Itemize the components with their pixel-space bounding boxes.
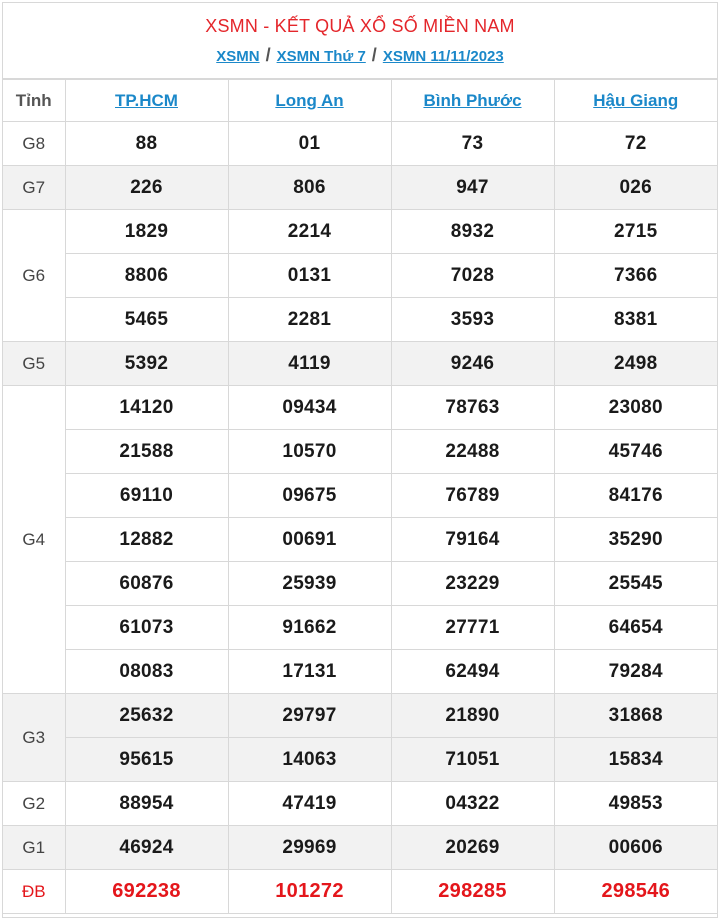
table-row (3, 298, 717, 342)
table-row (3, 694, 717, 738)
prize-label: ĐB (3, 870, 65, 914)
prize-number: 226 (65, 166, 228, 210)
prize-number: 5465 (65, 298, 228, 342)
prize-number: 2281 (228, 298, 391, 342)
prize-number: 62494 (391, 650, 554, 694)
page-title: XSMN - KẾT QUẢ XỔ SỐ MIỀN NAM (205, 16, 515, 36)
prize-label: G4 (3, 386, 65, 694)
table-row (3, 826, 717, 870)
breadcrumb-separator: / (371, 45, 377, 65)
breadcrumb-xsmn-thu7[interactable]: XSMN Thứ 7 (276, 48, 366, 65)
prize-number: 17131 (228, 650, 391, 694)
prize-label: G7 (3, 166, 65, 210)
prize-number: 78763 (391, 386, 554, 430)
breadcrumb-xsmn[interactable]: XSMN (216, 48, 260, 65)
prize-number: 0131 (228, 254, 391, 298)
prize-number: 95615 (65, 738, 228, 782)
prize-number: 09675 (228, 474, 391, 518)
prize-number: 2214 (228, 210, 391, 254)
prize-number: 2715 (554, 210, 717, 254)
prize-number: 7028 (391, 254, 554, 298)
prize-number: 91662 (228, 606, 391, 650)
prize-number: 84176 (554, 474, 717, 518)
special-prize-number: 692238 (65, 870, 228, 914)
table-row (3, 254, 717, 298)
prize-number: 8381 (554, 298, 717, 342)
province-link-hau-giang[interactable]: Hậu Giang (593, 90, 679, 110)
prize-number: 25632 (65, 694, 228, 738)
table-row (3, 474, 717, 518)
prize-number: 45746 (554, 430, 717, 474)
table-row (3, 562, 717, 606)
table-row (3, 518, 717, 562)
prize-number: 29969 (228, 826, 391, 870)
prize-label: G5 (3, 342, 65, 386)
prize-number: 09434 (228, 386, 391, 430)
prize-number: 7366 (554, 254, 717, 298)
prize-number: 71051 (391, 738, 554, 782)
prize-number: 76789 (391, 474, 554, 518)
results-panel (2, 2, 718, 918)
prize-number: 3593 (391, 298, 554, 342)
prize-number: 21890 (391, 694, 554, 738)
prize-number: 61073 (65, 606, 228, 650)
prize-label: G1 (3, 826, 65, 870)
table-row (3, 430, 717, 474)
prize-number: 026 (554, 166, 717, 210)
table-row (3, 870, 717, 914)
prize-number: 14063 (228, 738, 391, 782)
prize-number: 31868 (554, 694, 717, 738)
table-header-row (3, 80, 717, 122)
prize-number: 00606 (554, 826, 717, 870)
prize-number: 88954 (65, 782, 228, 826)
results-header (3, 3, 717, 79)
prize-number: 22488 (391, 430, 554, 474)
prize-number: 01 (228, 122, 391, 166)
prize-number: 69110 (65, 474, 228, 518)
prize-number: 79164 (391, 518, 554, 562)
results-table (3, 79, 717, 914)
prize-label: G8 (3, 122, 65, 166)
prize-number: 14120 (65, 386, 228, 430)
prize-number: 47419 (228, 782, 391, 826)
table-row (3, 342, 717, 386)
prize-number: 88 (65, 122, 228, 166)
table-row (3, 122, 717, 166)
prize-number: 27771 (391, 606, 554, 650)
prize-number: 9246 (391, 342, 554, 386)
table-row (3, 210, 717, 254)
breadcrumb (3, 45, 717, 67)
prize-number: 947 (391, 166, 554, 210)
prize-number: 8932 (391, 210, 554, 254)
prize-number: 73 (391, 122, 554, 166)
prize-number: 46924 (65, 826, 228, 870)
prize-number: 15834 (554, 738, 717, 782)
special-prize-number: 298546 (554, 870, 717, 914)
table-row (3, 606, 717, 650)
prize-number: 25545 (554, 562, 717, 606)
table-row (3, 386, 717, 430)
prize-number: 21588 (65, 430, 228, 474)
prize-number: 8806 (65, 254, 228, 298)
prize-number: 23229 (391, 562, 554, 606)
table-row (3, 650, 717, 694)
prize-number: 25939 (228, 562, 391, 606)
prize-number: 00691 (228, 518, 391, 562)
prize-number: 79284 (554, 650, 717, 694)
prize-number: 806 (228, 166, 391, 210)
prize-number: 08083 (65, 650, 228, 694)
table-row (3, 782, 717, 826)
breadcrumb-separator: / (265, 45, 271, 65)
prize-label: G3 (3, 694, 65, 782)
prize-label: G6 (3, 210, 65, 342)
prize-number: 04322 (391, 782, 554, 826)
prize-number: 5392 (65, 342, 228, 386)
prize-number: 20269 (391, 826, 554, 870)
province-column-label: Tỉnh (3, 80, 65, 122)
prize-label: G2 (3, 782, 65, 826)
province-link-binh-phuoc[interactable]: Bình Phước (423, 90, 522, 110)
prize-number: 4119 (228, 342, 391, 386)
breadcrumb-xsmn-date[interactable]: XSMN 11/11/2023 (382, 48, 504, 65)
table-row (3, 738, 717, 782)
prize-number: 64654 (554, 606, 717, 650)
prize-number: 35290 (554, 518, 717, 562)
special-prize-number: 101272 (228, 870, 391, 914)
results-body (3, 122, 717, 914)
prize-number: 10570 (228, 430, 391, 474)
table-row (3, 166, 717, 210)
province-link-tphcm[interactable]: TP.HCM (115, 90, 178, 110)
prize-number: 2498 (554, 342, 717, 386)
special-prize-number: 298285 (391, 870, 554, 914)
prize-number: 72 (554, 122, 717, 166)
prize-number: 49853 (554, 782, 717, 826)
prize-number: 29797 (228, 694, 391, 738)
prize-number: 1829 (65, 210, 228, 254)
province-link-long-an[interactable]: Long An (275, 90, 344, 110)
prize-number: 60876 (65, 562, 228, 606)
prize-number: 12882 (65, 518, 228, 562)
prize-number: 23080 (554, 386, 717, 430)
